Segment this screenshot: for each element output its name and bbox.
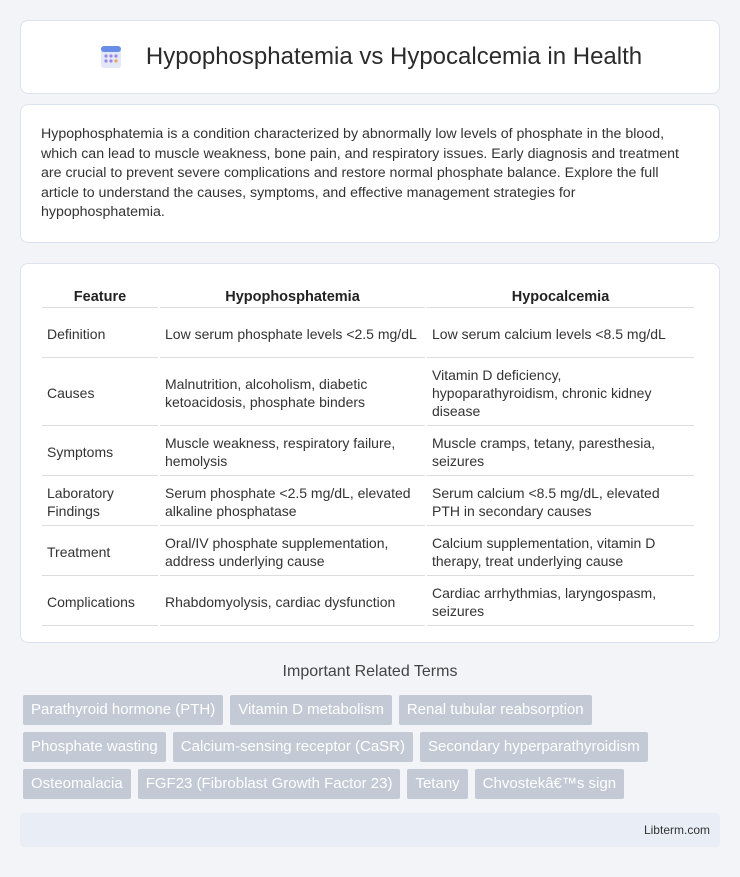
feature-cell: Complications	[42, 578, 158, 626]
related-term-tag[interactable]: Osteomalacia	[23, 769, 131, 799]
table-row	[42, 528, 694, 576]
hypocalcemia-cell: Muscle cramps, tetany, paresthesia, seizures	[427, 428, 694, 476]
related-term-tag[interactable]: Phosphate wasting	[23, 732, 166, 762]
hypophosphatemia-cell: Malnutrition, alcoholism, diabetic ketoacidosis, phosphate binders	[160, 360, 425, 426]
related-term-tag[interactable]: Parathyroid hormone (PTH)	[23, 695, 223, 725]
tag-row	[23, 769, 723, 799]
page-title: Hypophosphatemia vs Hypocalcemia in Health	[145, 43, 643, 70]
footer	[20, 813, 720, 847]
document-icon	[98, 44, 124, 70]
intro-card	[20, 104, 720, 243]
hypophosphatemia-cell: Muscle weakness, respiratory failure, hemolysis	[160, 428, 425, 476]
feature-cell: Treatment	[42, 528, 158, 576]
column-header: Hypophosphatemia	[160, 284, 425, 308]
column-header: Feature	[42, 284, 158, 308]
related-term-tag[interactable]: Tetany	[407, 769, 467, 799]
related-term-tag[interactable]: Vitamin D metabolism	[230, 695, 392, 725]
comparison-card	[20, 263, 720, 643]
hypocalcemia-cell: Low serum calcium levels <8.5 mg/dL	[427, 310, 694, 358]
hypocalcemia-cell: Calcium supplementation, vitamin D therapy, treat underlying cause	[427, 528, 694, 576]
table-row	[42, 360, 694, 426]
feature-cell: Laboratory Findings	[42, 478, 158, 526]
table-header-row	[42, 284, 694, 308]
related-term-tag[interactable]: Chvostekâ€™s sign	[475, 769, 624, 799]
table-row	[42, 310, 694, 358]
tag-row	[23, 732, 723, 762]
footer-site-link[interactable]: Libterm.com	[643, 823, 710, 837]
hypophosphatemia-cell: Serum phosphate <2.5 mg/dL, elevated alkaline phosphatase	[160, 478, 425, 526]
hypophosphatemia-cell: Rhabdomyolysis, cardiac dysfunction	[160, 578, 425, 626]
tag-row	[23, 695, 723, 725]
feature-cell: Definition	[42, 310, 158, 358]
table-row	[42, 478, 694, 526]
hypocalcemia-cell: Cardiac arrhythmias, laryngospasm, seizures	[427, 578, 694, 626]
related-terms-list	[23, 695, 723, 806]
column-header: Hypocalcemia	[427, 284, 694, 308]
hypophosphatemia-cell: Oral/IV phosphate supplementation, address underlying cause	[160, 528, 425, 576]
title-card	[20, 20, 720, 94]
feature-cell: Symptoms	[42, 428, 158, 476]
related-term-tag[interactable]: FGF23 (Fibroblast Growth Factor 23)	[138, 769, 401, 799]
table-row	[42, 428, 694, 476]
table-row	[42, 578, 694, 626]
related-term-tag[interactable]: Secondary hyperparathyroidism	[420, 732, 648, 762]
intro-paragraph: Hypophosphatemia is a condition characterized by abnormally low levels of phosphate in the blood, which can lead to muscle weakness, bone pain, and respiratory issues. Early diagnosis and treatment are crucial to prevent severe complications and restore normal phosphate balance. Explore the full article to understand the causes, symptoms, and effective management strategies for hypophosphatemia.	[41, 126, 679, 220]
comparison-table	[40, 282, 696, 628]
related-term-tag[interactable]: Calcium-sensing receptor (CaSR)	[173, 732, 413, 762]
related-term-tag[interactable]: Renal tubular reabsorption	[399, 695, 592, 725]
hypophosphatemia-cell: Low serum phosphate levels <2.5 mg/dL	[160, 310, 425, 358]
hypocalcemia-cell: Vitamin D deficiency, hypoparathyroidism, chronic kidney disease	[427, 360, 694, 426]
hypocalcemia-cell: Serum calcium <8.5 mg/dL, elevated PTH in secondary causes	[427, 478, 694, 526]
related-terms-heading: Important Related Terms	[282, 663, 458, 680]
feature-cell: Causes	[42, 360, 158, 426]
